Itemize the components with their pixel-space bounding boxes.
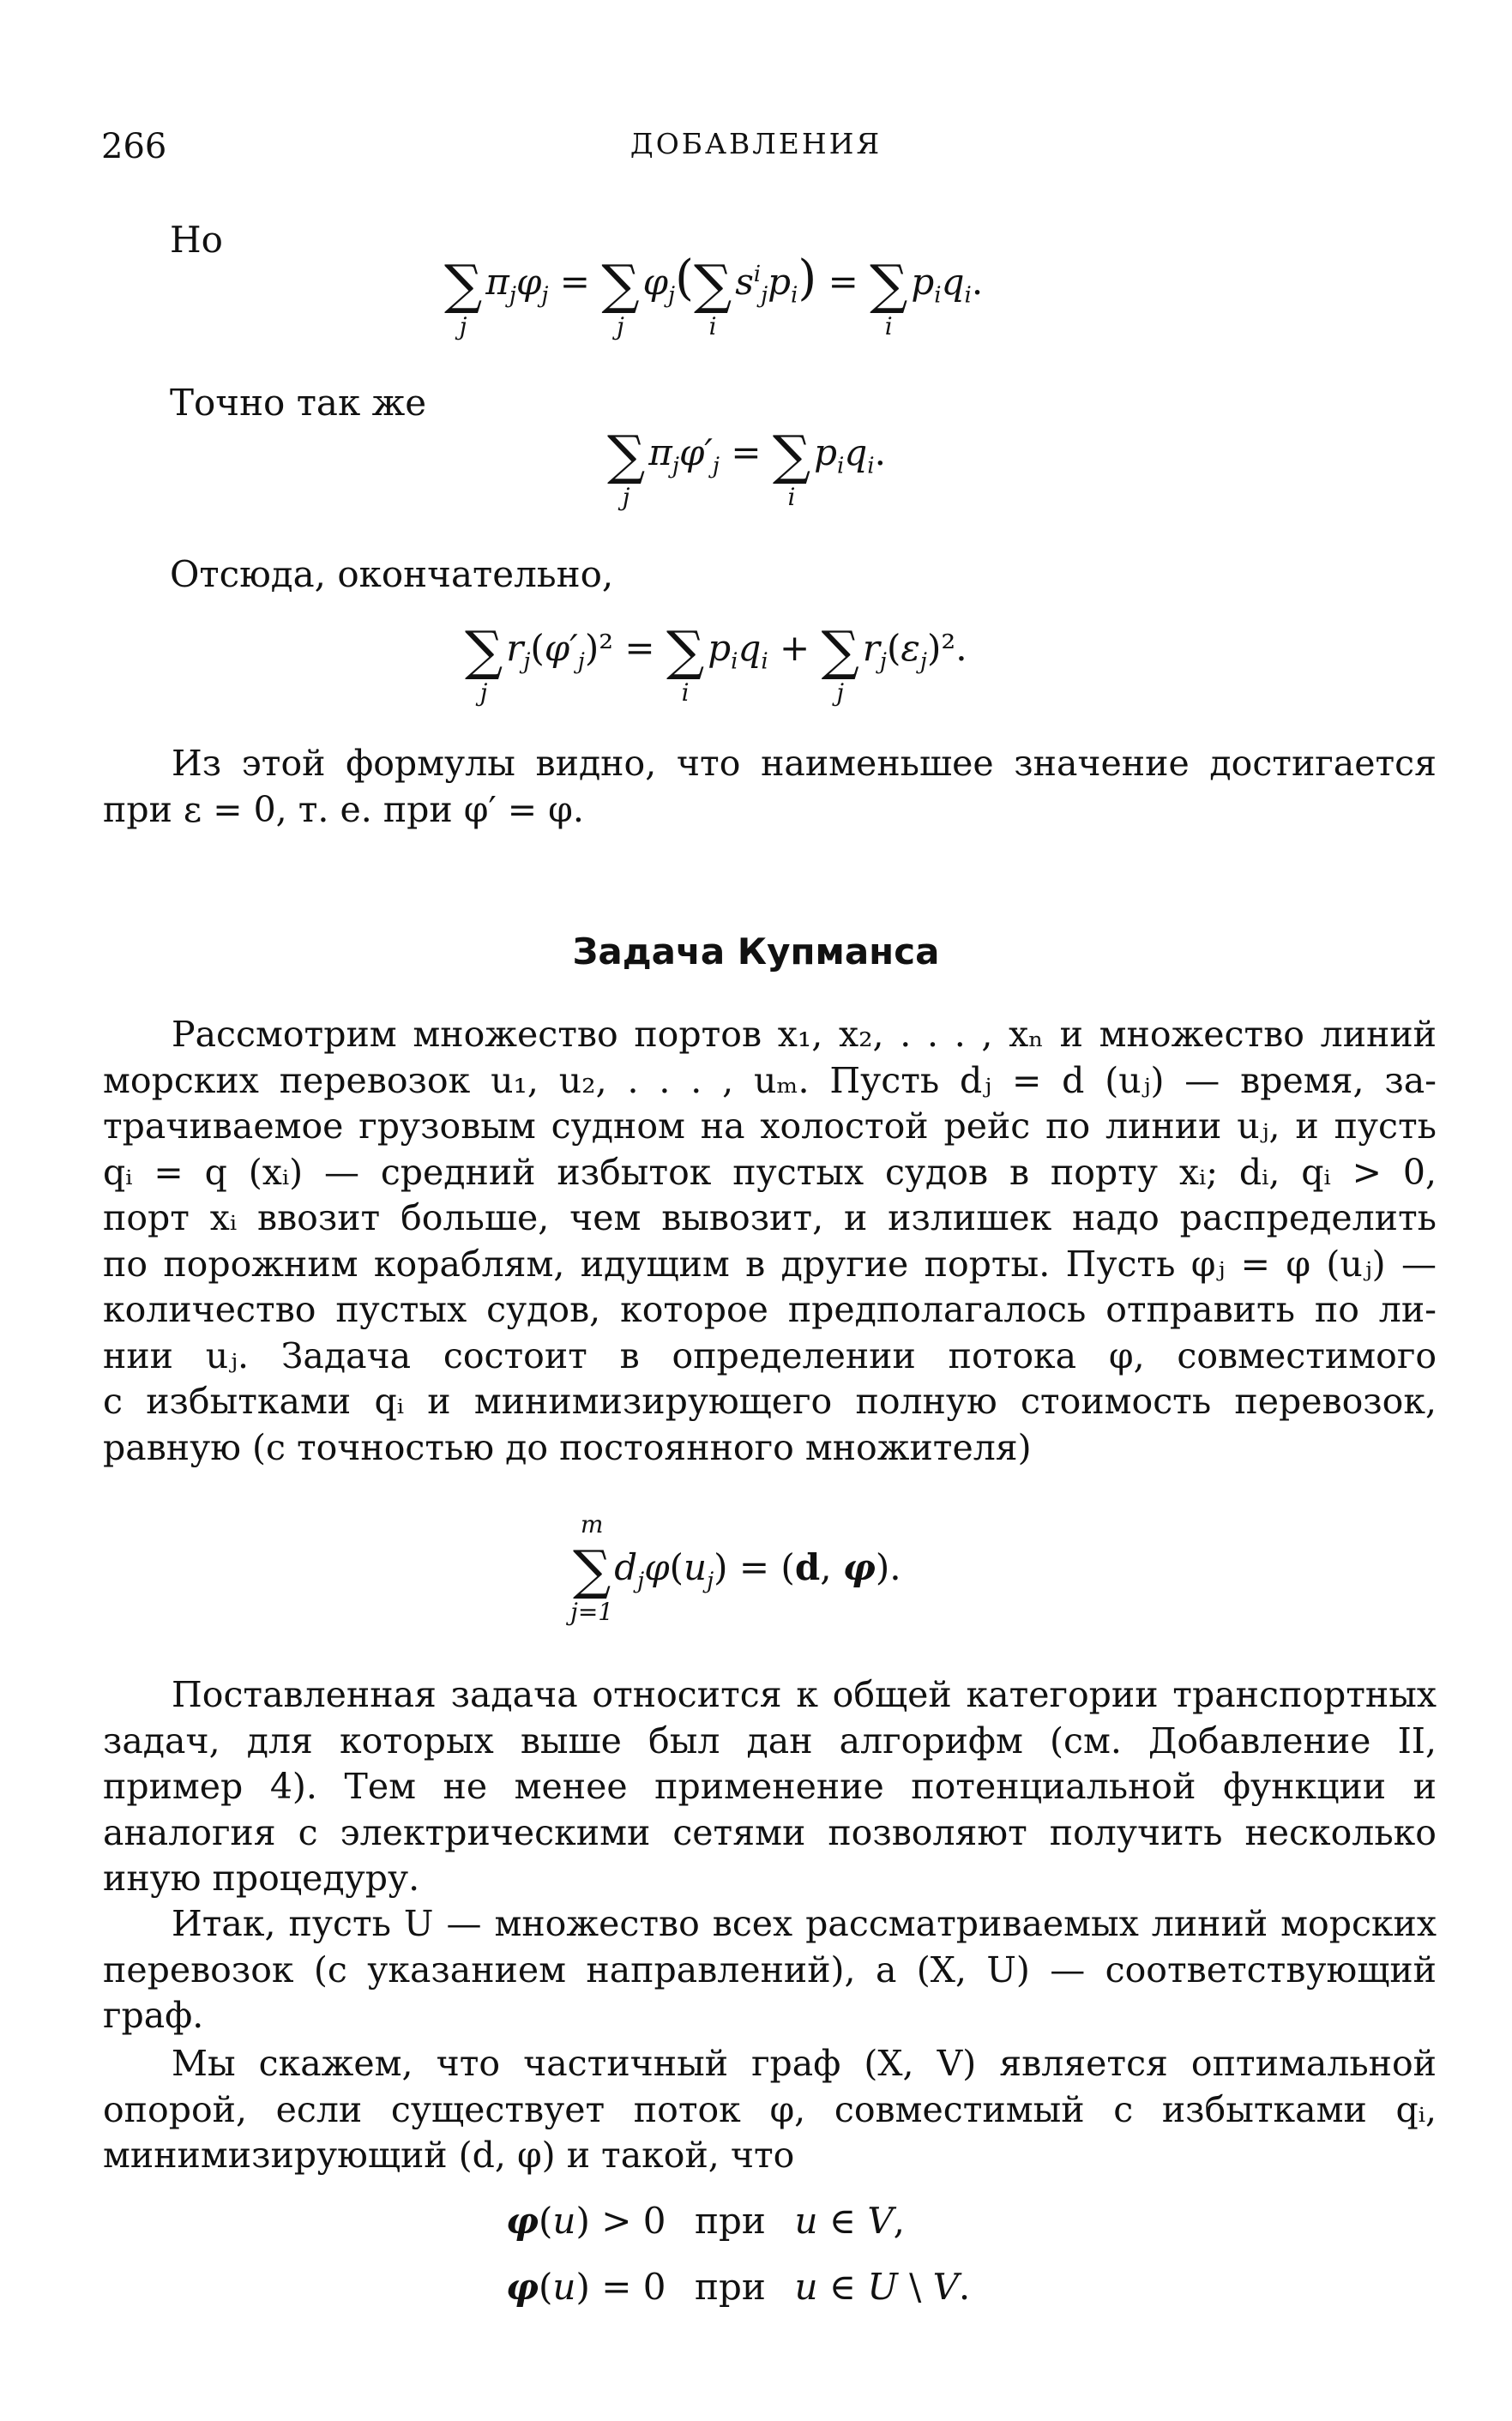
text-hence: Отсюда, окончательно, [170,553,614,595]
equation-3: ∑ j $r_j(\varphi'_j)^2$ = ∑ i $p_iq_i$ + ∑ j $r_j(\varepsilon_j)^2$. [465,619,967,707]
text-line: равную (с точностью до постоянного множителя) [103,1426,1032,1468]
text-line: Из этой формулы видно, что наименьшее значение достигается [172,743,1437,784]
section-title: Задача Купманса [572,930,940,973]
text-line: опорой, если существует поток φ, совместимый с избытками qᵢ, [103,2088,1437,2130]
running-title: ДОБАВЛЕНИЯ [629,127,883,160]
text-line: с избытками qᵢ и минимизирующего полную стоимость перевозок, [103,1381,1437,1422]
equation-4: ∑ m j=1 $d_j\varphi(u_j) = (d$, φ). [570,1510,901,1626]
equation-1: ∑ j $\pi_j\varphi_j$ = ∑ j $\varphi_j(\sum$ i $s^i_jp_i$) = ∑ i $p_iq_i$. [444,250,984,340]
text-line: количество пустых судов, которое предполагалось отправить по ли- [103,1289,1437,1330]
text-line: по порожним кораблям, идущим в другие порты. Пусть φⱼ = φ (uⱼ) — [103,1243,1437,1285]
text-line: порт xᵢ ввозит больше, чем вывозит, и излишек надо распределить [103,1197,1437,1238]
text-line: иную процедуру. [103,1858,420,1899]
text-line: трачиваемое грузовым судном на холостой рейс по линии uⱼ, и пусть [103,1105,1437,1147]
page-number: 266 [101,127,167,166]
paragraph-1 [103,1012,1437,1471]
text-line: морских перевозок u₁, u₂, . . . , uₘ. Пусть dⱼ = d (uⱼ) — время, за- [103,1059,1437,1101]
text-line: пример 4). Тем не менее применение потенциальной функции и [103,1766,1437,1807]
text-line: граф. [103,1995,204,2036]
equation-2: ∑ j $\pi_j\varphi'_j$ = ∑ i $p_iq_i$. [607,424,886,511]
text-line: аналогия с электрическими сетями позволяют получить несколько [103,1811,1437,1853]
paragraph-2 [103,1672,1437,1902]
condition-1: φ(u) > 0 при u ∈ V, [506,2200,906,2242]
text-line: Мы скажем, что частичный граф (X, V) является оптимальной [172,2043,1437,2084]
text-but: Но [170,219,223,261]
paragraph-4 [103,2041,1437,2179]
paragraph-3 [103,1901,1437,2039]
text-line: перевозок (с указанием направлений), а (X, U) — соответствующий [103,1948,1437,1990]
text-line: Поставленная задача относится к общей категории транспортных [172,1674,1437,1715]
text-line: задач, для которых выше был дан алгорифм (см. Добавление II, [103,1719,1437,1762]
text-likewise: Точно так же [170,382,427,424]
text-line: qᵢ = q (xᵢ) — средний избыток пустых судов в порту xᵢ; dᵢ, qᵢ > 0, [103,1151,1437,1193]
text-line: нии uⱼ. Задача состоит в определении потока φ, совместимого [103,1334,1437,1376]
text-line: при ε = 0, т. е. при φ′ = φ. [103,788,584,830]
text-line: Рассмотрим множество портов x₁, x₂, . . . , xₙ и множество линий [172,1014,1437,1055]
text-line: Итак, пусть U — множество всех рассматриваемых линий морских [172,1903,1437,1944]
conclusion-paragraph [103,741,1437,833]
condition-2: φ(u) = 0 при u ∈ U \ V. [506,2266,971,2308]
text-line: минимизирующий (d, φ) и такой, что [103,2135,795,2176]
